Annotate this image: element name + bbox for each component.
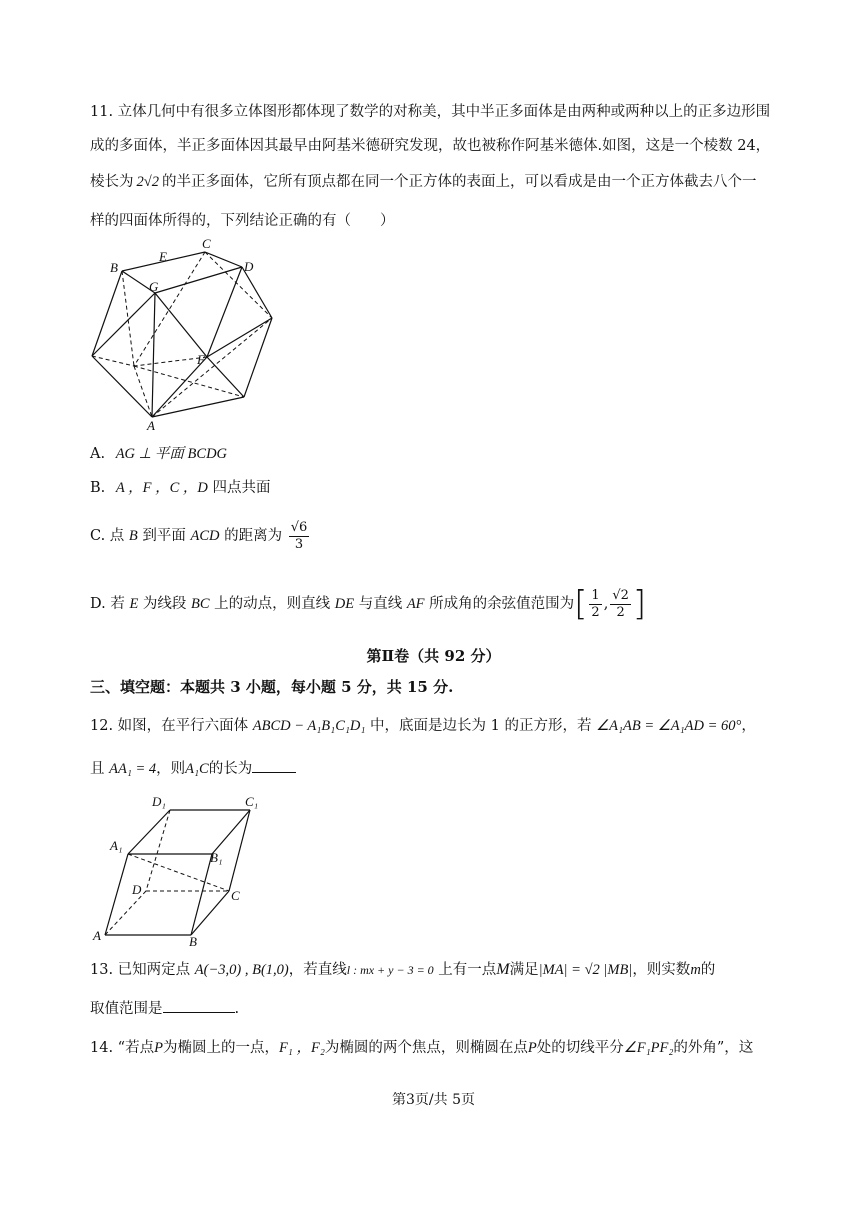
label-C1: C₁ [245,794,259,809]
label-B1: B₁ [210,850,223,865]
q11-line1: 11. 立体几何中有很多立体图形都体现了数学的对称美，其中半正多面体是由两种或两种以上的正多边形围 [90,104,771,120]
q14-line1: 14. “若点P为椭圆上的一点，F₁ ，F₂为椭圆的两个焦点，则椭圆在点P处的切线平分∠F₁PF₂的外角”，这 [90,1040,754,1056]
label-B: B [189,934,197,948]
q12-line1: 12. 如图，在平行六面体 ABCD − A₁B₁C₁D₁ 中，底面是边长为 1 的正方形，若 ∠A₁AB = ∠A₁AD = 60°， [90,718,756,734]
q11-line3-text2: 的半正多面体，它所有顶点都在同一个正方体的表面上，可以看成是由一个正方体截去八个一 [161,174,757,190]
label-C: C [231,888,240,903]
option-c: C. 点 B 到平面 ACD 的距离为 $\frac{√6}{3}$ [90,519,308,552]
section-3-title: 三、填空题：本题共 3 小题，每小题 5 分，共 15 分. [90,678,454,696]
angle-condition: ∠A₁AB = ∠A₁AD = 60° [596,718,742,734]
range-upper-fraction: $\frac{√2}{2}$ [612,587,629,620]
option-b: B. A ，F ，C ，D 四点共面 [90,480,271,496]
label-C: C [202,236,211,251]
label-A: A [93,928,101,943]
label-E: E [159,249,167,264]
edge-length-math: 2√2 [136,174,159,190]
parallelepiped-name: ABCD − A₁B₁C₁D₁ [252,718,366,734]
label-D: D [244,259,254,274]
distance-fraction: $\frac{√6}{3}$ [290,519,308,552]
label-F: F [197,352,205,367]
q11-line3-text: 棱长为 [90,174,134,190]
parallelepiped-figure [88,790,278,948]
polyhedron-figure [85,236,285,432]
q11-line4: 样的四面体所得的，下列结论正确的有（ ） [90,213,395,229]
q11-line3 [90,172,756,192]
option-b-math: A ，F ，C ，D [115,480,208,496]
q13-line1: 13. 已知两定点 A(−3,0) , B(1,0)，若直线l : mx + y − 3 = 0 上有一点M满足|MA| = √2 |MB|，则实数m的 [90,961,716,978]
option-a: A. AG ⊥ 平面 BCDG [90,446,228,462]
page-footer: 第3页/共 5页 [392,1092,475,1108]
option-d: D. 若 E 为线段 BC 上的动点，则直线 DE 与直线 AF 所成角的余弦值范围为[ $\frac{1}{2}$ , $\frac{√2}{2}$ ] [90,584,647,624]
q13-line2: 取值范围是 . [90,998,239,1019]
label-A: A [147,418,155,432]
label-A1: A₁ [110,838,123,853]
section-2-title: 第Ⅱ卷（共 92 分） [366,647,501,665]
option-a-math: AG ⊥ 平面 BCDG [115,446,228,462]
answer-blank-12[interactable] [252,758,296,773]
label-G: G [149,279,159,294]
answer-blank-13[interactable] [163,998,235,1013]
q12-line2: 且 AA₁ = 4，则A₁C的长为 [90,758,296,779]
label-B: B [110,260,118,275]
label-D: D [132,882,142,897]
label-D1: D₁ [152,794,166,809]
q11-line2: 成的多面体，半正多面体因其最早由阿基米德研究发现，故也被称作阿基米德体.如图，这是一个棱数 24， [90,138,771,154]
range-lower-fraction: $\frac{1}{2}$ [591,587,600,620]
